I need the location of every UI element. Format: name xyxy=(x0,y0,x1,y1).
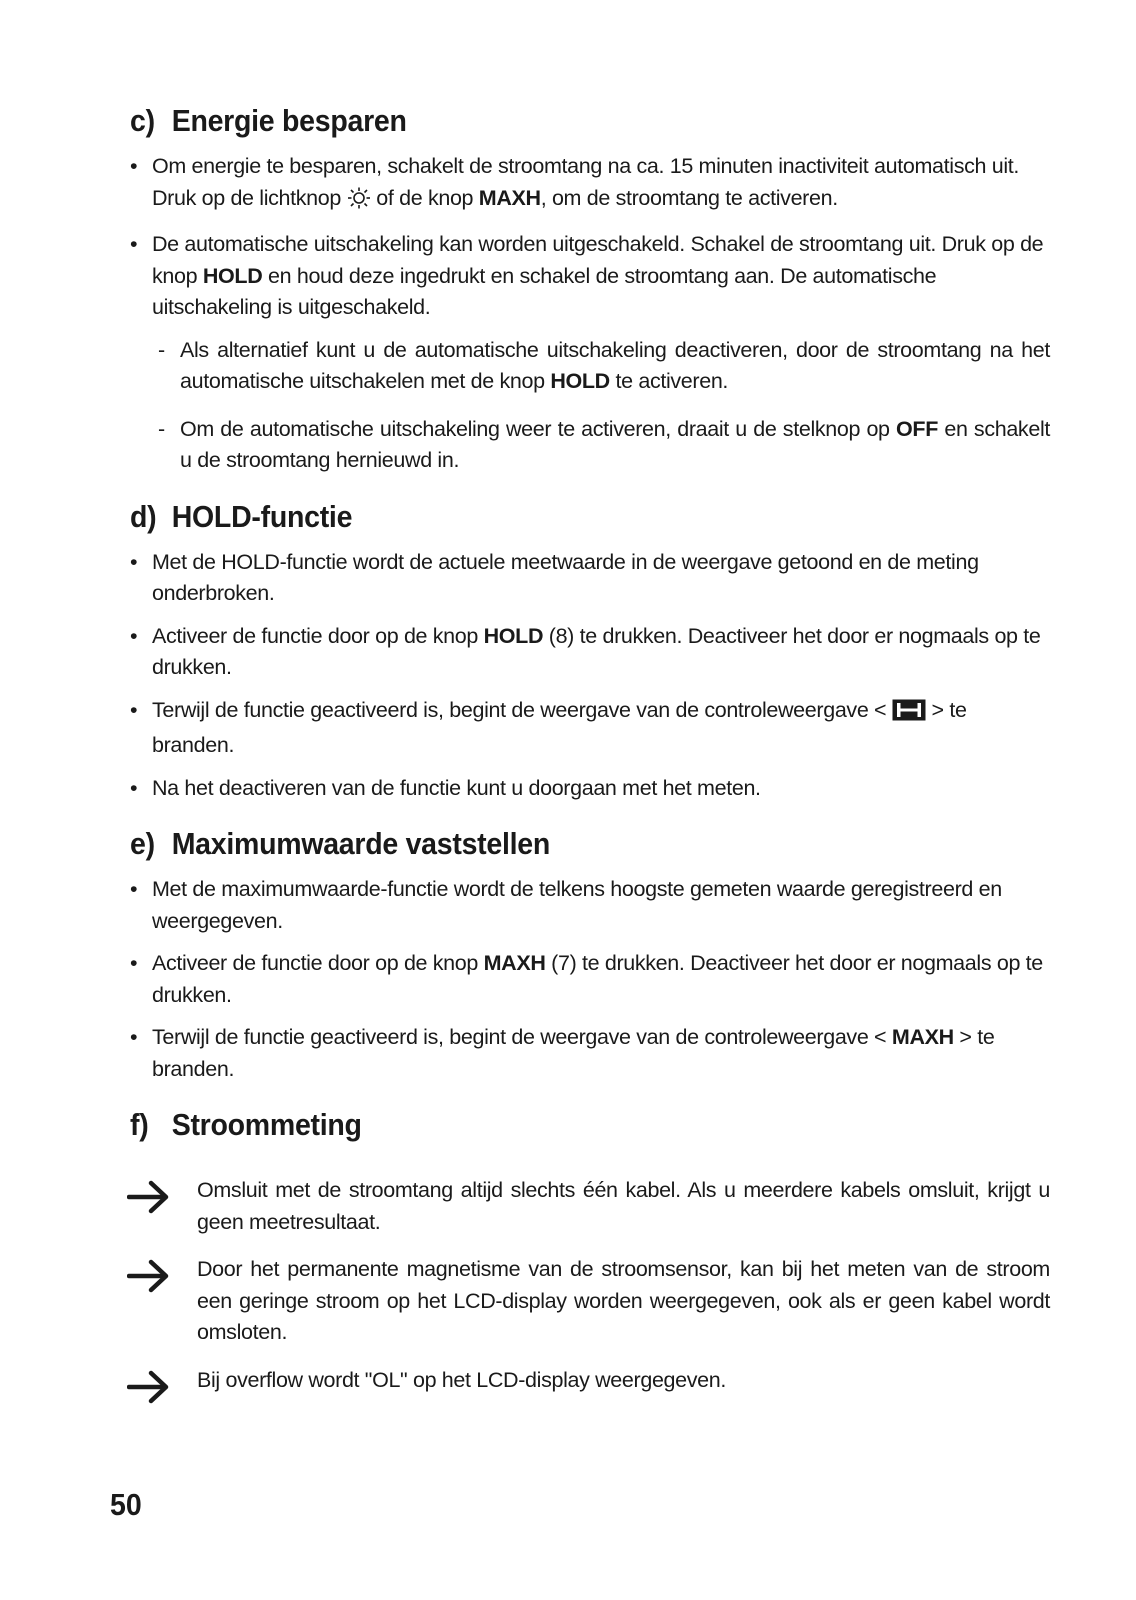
arrow-right-icon xyxy=(127,1259,171,1293)
section-energie-besparen xyxy=(130,103,1050,477)
list-item: • De automatische uitschakeling kan worden uitgeschakeld. Schakel de stroomtang uit. Druk op de knop HOLD en houd deze ingedrukt en schakel de stroomtang aan. De automatische uitschakeling is uitgeschakeld. xyxy=(130,229,1050,324)
note-item: Omsluit met de stroomtang altijd slechts één kabel. Als u meerdere kabels omsluit, krijgt u geen meetresultaat. xyxy=(130,1175,1050,1238)
bullet-list xyxy=(130,874,1050,1085)
light-bulb-icon xyxy=(347,187,371,219)
arrow-right-icon xyxy=(127,1180,171,1214)
hold-display-icon xyxy=(892,699,926,731)
section-heading: e) Maximumwaarde vaststellen xyxy=(130,826,550,861)
page-number: 50 xyxy=(110,1487,142,1522)
list-item: • Met de HOLD-functie wordt de actuele meetwaarde in de weergave getoond en de meting onderbroken. xyxy=(130,547,1050,610)
arrow-right-icon xyxy=(127,1370,171,1404)
note-item: Door het permanente magnetisme van de stroomsensor, kan bij het meten van de stroom een geringe stroom op het LCD-display worden weergegeven, ook als er geen kabel wordt omsloten. xyxy=(130,1254,1050,1349)
list-item: • Activeer de functie door op de knop MAXH (7) te drukken. Deactiveer het door er nogmaals op te drukken. xyxy=(130,948,1050,1011)
manual-page xyxy=(130,96,1050,1418)
list-item: • Na het deactiveren van de functie kunt u doorgaan met het meten. xyxy=(130,773,1050,805)
list-item: • Terwijl de functie geactiveerd is, begint de weergave van de controleweergave < MAXH > te branden. xyxy=(130,1022,1050,1085)
section-heading: d) HOLD-functie xyxy=(130,498,353,534)
list-item: • Met de maximumwaarde-functie wordt de telkens hoogste gemeten waarde geregistreerd en weergegeven. xyxy=(130,874,1050,937)
list-item: - Als alternatief kunt u de automatische uitschakeling deactiveren, door de stroomtang na het automatische uitschakelen met de knop HOLD te activeren. xyxy=(156,335,1050,398)
section-maximumwaarde xyxy=(130,826,1050,1085)
section-heading: c) Energie besparen xyxy=(130,103,407,138)
section-heading: f) Stroommeting xyxy=(130,1107,362,1142)
note-item: Bij overflow wordt "OL" op het LCD-display weergegeven. xyxy=(130,1365,1050,1397)
list-item: - Om de automatische uitschakeling weer te activeren, draait u de stelknop op OFF en schakelt u de stroomtang hernieuwd in. xyxy=(156,414,1050,477)
note-list xyxy=(130,1175,1050,1396)
bullet-list xyxy=(130,151,1050,324)
dash-list xyxy=(130,335,1050,477)
section-hold-functie xyxy=(130,499,1050,805)
list-item: • Terwijl de functie geactiveerd is, begint de weergave van de controleweergave < > te branden. xyxy=(130,695,1050,762)
section-stroommeting xyxy=(130,1107,1050,1396)
bullet-list xyxy=(130,547,1050,805)
list-item: • Activeer de functie door op de knop HOLD (8) te drukken. Deactiveer het door er nogmaals op te drukken. xyxy=(130,621,1050,684)
list-item: • Om energie te besparen, schakelt de stroomtang na ca. 15 minuten inactiviteit automatisch uit. Druk op de lichtknop of de knop MAXH, om de stroomtang te activeren. xyxy=(130,151,1050,218)
